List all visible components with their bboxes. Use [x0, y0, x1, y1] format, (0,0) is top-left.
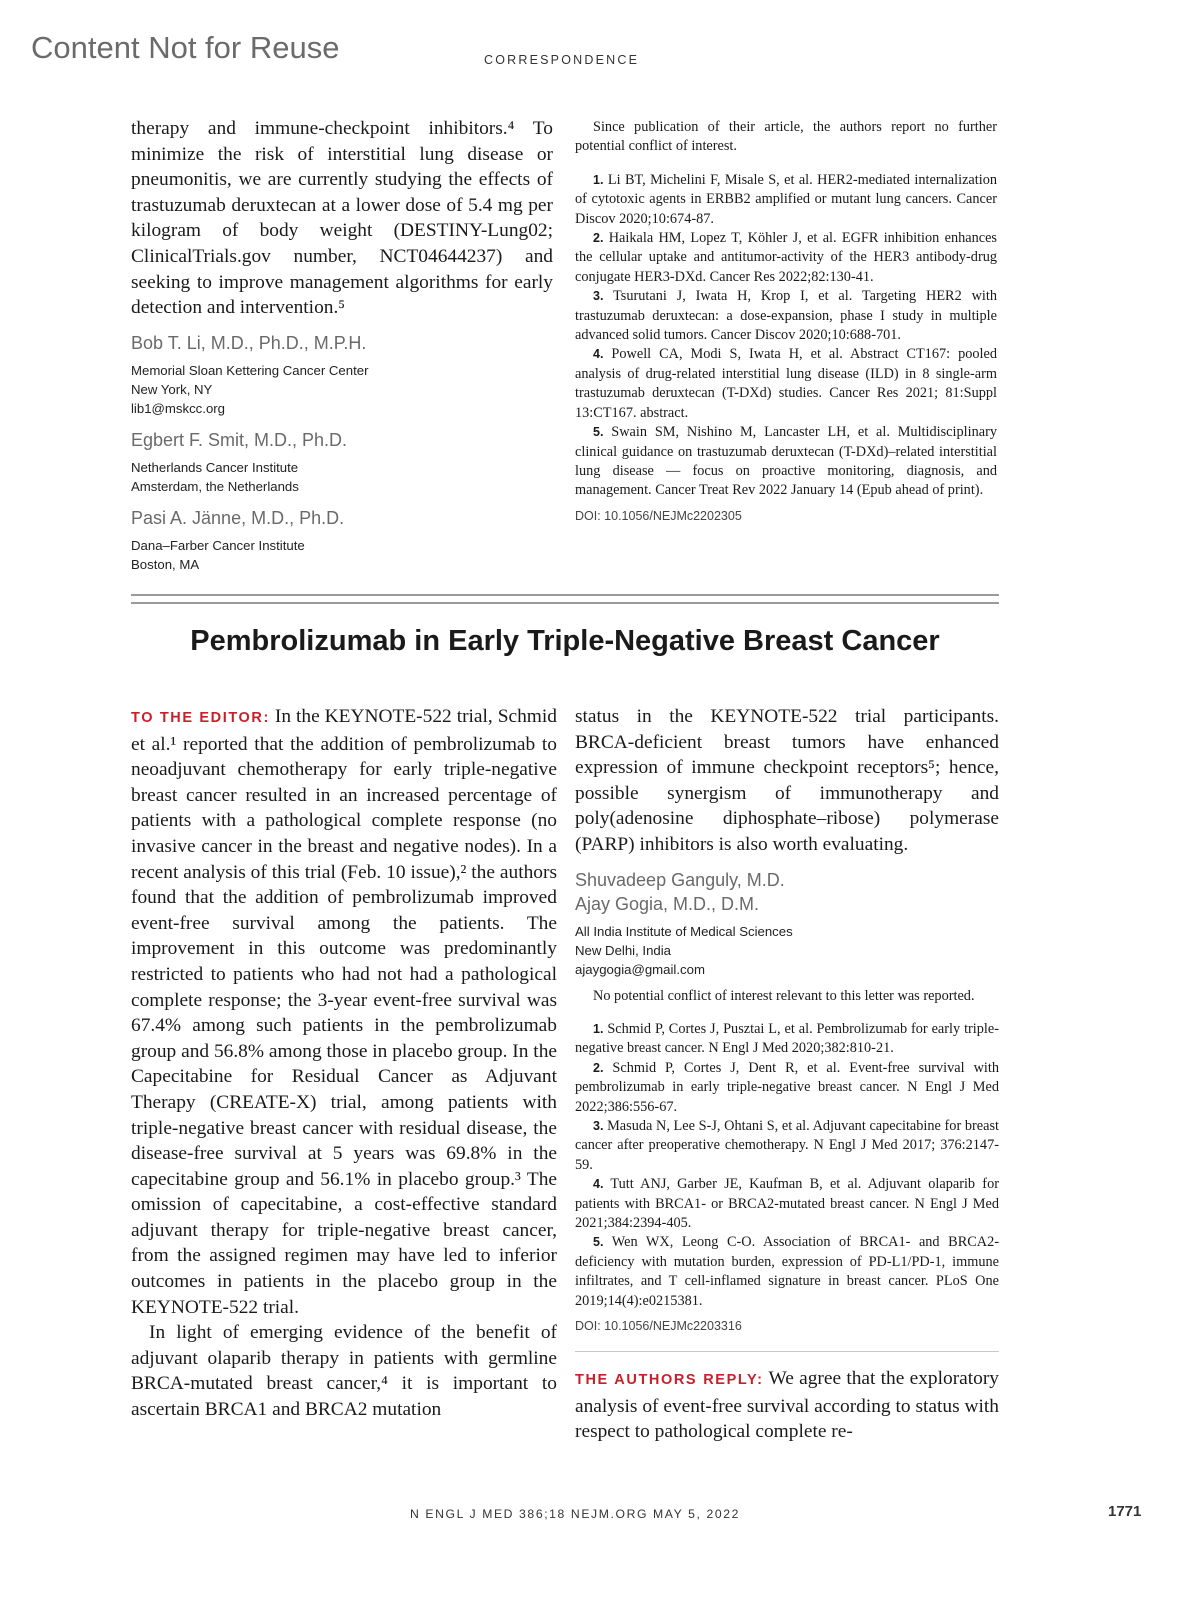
reference-item: 2. Haikala HM, Lopez T, Köhler J, et al. EGFR inhibition enhances the cellular uptake and antitumor-activity of the HER3 antibody-drug conjugate HER3-DXd. Cancer Res 2022;82:130-41.: [575, 230, 997, 285]
reply-lead: THE AUTHORS REPLY:: [575, 1372, 764, 1389]
letter-paragraph: In light of emerging evidence of the benefit of adjuvant olaparib therapy in patients with germline BRCA-mutated breast cancer,⁴ it is important to ascertain BRCA1 and BRCA2 mutation: [131, 1322, 557, 1421]
reference-item: 3. Masuda N, Lee S-J, Ohtani S, et al. Adjuvant capecitabine for breast cancer after preoperative chemotherapy. N Engl J Med 2017; 376:2147-59.: [575, 1118, 999, 1173]
author-affiliation-line: Memorial Sloan Kettering Cancer Center: [131, 362, 369, 378]
author-name: Shuvadeep Ganguly, M.D.: [575, 869, 785, 890]
reference-item: 5. Swain SM, Nishino M, Lancaster LH, et al. Multidisciplinary clinical guidance on trastuzumab deruxtecan (T-DXd)–related interstitial lung disease — focus on proactive monitoring, diagnosis, and management. Cancer Treat Rev 2022 January 14 (Epub ahead of print).: [575, 424, 997, 499]
reference-item: 1. Li BT, Michelini F, Misale S, et al. HER2-mediated internalization of cytotoxic agents in ERBB2 amplified or mutant lung cancers. Cancer Discov 2020;10:674-87.: [575, 171, 997, 227]
author-email[interactable]: lib1@mskcc.org: [131, 400, 225, 416]
author-affiliation-line: New York, NY: [131, 381, 213, 397]
section-label: CORRESPONDENCE: [484, 53, 640, 67]
top-right-column: [575, 118, 997, 523]
journal-footer: N ENGL J MED 386;18 NEJM.ORG MAY 5, 2022: [410, 1507, 740, 1521]
letter-paragraph-continued: status in the KEYNOTE-522 trial participants. BRCA-deficient breast tumors have enhanced expression of immune checkpoint receptors⁵; hence, possible synergism of immunotherapy and poly(adenosine diphosphate–ribose) polymerase (PARP) inhibitors is also worth evaluating.: [575, 706, 999, 855]
watermark: Content Not for Reuse: [31, 30, 340, 65]
author-affiliation-line: Amsterdam, the Netherlands: [131, 478, 299, 494]
reference-item: 4. Tutt ANJ, Garber JE, Kaufman B, et al. Adjuvant olaparib for patients with BRCA1- or BRCA2-mutated breast cancer. N Engl J Med 2021;384:2394-405.: [575, 1176, 999, 1232]
author-name: Pasi A. Jänne, M.D., Ph.D.: [131, 507, 345, 528]
doi-link[interactable]: DOI: 10.1056/NEJMc2202305: [575, 508, 742, 523]
reference-item: 5. Wen WX, Leong C-O. Association of BRCA1- and BRCA2-deficiency with mutation burden, expression of PD-L1/PD-1, immune infiltrates, and T cell-inflamed signature in breast cancer. PLoS One 2019;14(4):e0215381.: [575, 1234, 999, 1309]
top-left-column: [131, 116, 553, 574]
letter-lead: TO THE EDITOR:: [131, 710, 270, 726]
section-divider: [131, 594, 999, 604]
reference-item: 4. Powell CA, Modi S, Iwata H, et al. Abstract CT167: pooled analysis of drug-related interstitial lung disease (ILD) in 8 single-arm trastuzumab deruxtecan (T-DXd) studies. Cancer Res 2021; 81:Suppl 13:CT167. abstract.: [575, 346, 997, 421]
reply-paragraph: THE AUTHORS REPLY: We agree that the exploratory analysis of event-free survival according to status with respect to pathological complete re-: [575, 1368, 999, 1443]
author-affiliation-line: Boston, MA: [131, 556, 200, 572]
doi-link[interactable]: DOI: 10.1056/NEJMc2203316: [575, 1319, 742, 1334]
author-affiliation-line: All India Institute of Medical Sciences: [575, 923, 793, 939]
author-name: Egbert F. Smit, M.D., Ph.D.: [131, 429, 348, 450]
reference-item: 3. Tsurutani J, Iwata H, Krop I, et al. Targeting HER2 with trastuzumab deruxtecan: a dose-expansion, phase I study in multiple advanced solid tumors. Cancer Discov 2020;10:688-701.: [575, 288, 997, 344]
article-title: Pembrolizumab in Early Triple-Negative Breast Cancer: [190, 625, 940, 657]
letter-continuation-paragraph: therapy and immune-checkpoint inhibitors.⁴ To minimize the risk of interstitial lung disease or pneumonitis, we are currently studying the effects of trastuzumab deruxtecan at a lower dose of 5.4 mg per kilogram of body weight (DESTINY-Lung02; ClinicalTrials.gov number, NCT04644237) and seeking to improve management algorithms for early detection and intervention.⁵: [131, 118, 553, 319]
bottom-left-column: [131, 704, 557, 1423]
reference-item: 1. Schmid P, Cortes J, Pusztai L, et al. Pembrolizumab for early triple-negative breast cancer. N Engl J Med 2020;382:810-21.: [575, 1020, 999, 1057]
author-affiliation-line: Netherlands Cancer Institute: [131, 459, 299, 475]
author-name: Ajay Gogia, M.D., D.M.: [575, 893, 760, 914]
reference-list: [575, 1020, 999, 1311]
reference-item: 2. Schmid P, Cortes J, Dent R, et al. Event-free survival with pembrolizumab in early triple-negative breast cancer. N Engl J Med 2022;386:556-67.: [575, 1059, 999, 1115]
letter-paragraph: TO THE EDITOR: In the KEYNOTE-522 trial, Schmid et al.¹ reported that the addition of pembrolizumab to neoadjuvant chemotherapy for early triple-negative breast cancer resulted in an increased percentage of patients with a pathological complete response (no invasive cancer in the breast and negative nodes). In a recent analysis of this trial (Feb. 10 issue),² the authors found that the addition of pembrolizumab improved event-free survival among the patients. The improvement in this outcome was predominantly restricted to patients who had not had a pathological complete response; the 3-year event-free survival was 67.4% among such patients in the pembrolizumab group and 56.8% among those in placebo group. In the Capecitabine for Residual Cancer as Adjuvant Therapy (CREATE-X) trial, among patients with triple-negative breast cancer with residual disease, the disease-free survival at 5 years was 69.8% in the capecitabine group and 56.1% in placebo group.³ The omission of capecitabine, a cost-effective standard adjuvant therapy for triple-negative breast cancer, from the assigned regimen may have led to inferior outcomes in patients in the placebo group in the KEYNOTE-522 trial.: [131, 706, 557, 1318]
author-email[interactable]: ajaygogia@gmail.com: [575, 961, 705, 977]
bottom-right-column: [575, 704, 999, 1445]
author-name: Bob T. Li, M.D., Ph.D., M.P.H.: [131, 332, 367, 353]
author-affiliation-line: Dana–Farber Cancer Institute: [131, 537, 305, 553]
page-number: 1771: [1108, 1503, 1142, 1520]
disclosure-statement: No potential conflict of interest relevant to this letter was reported.: [593, 987, 975, 1004]
disclosure-statement: Since publication of their article, the authors report no further potential conflict of interest.: [575, 119, 997, 155]
author-affiliation-line: New Delhi, India: [575, 942, 672, 958]
reply-divider: [575, 1351, 999, 1352]
reference-list: [575, 171, 997, 501]
